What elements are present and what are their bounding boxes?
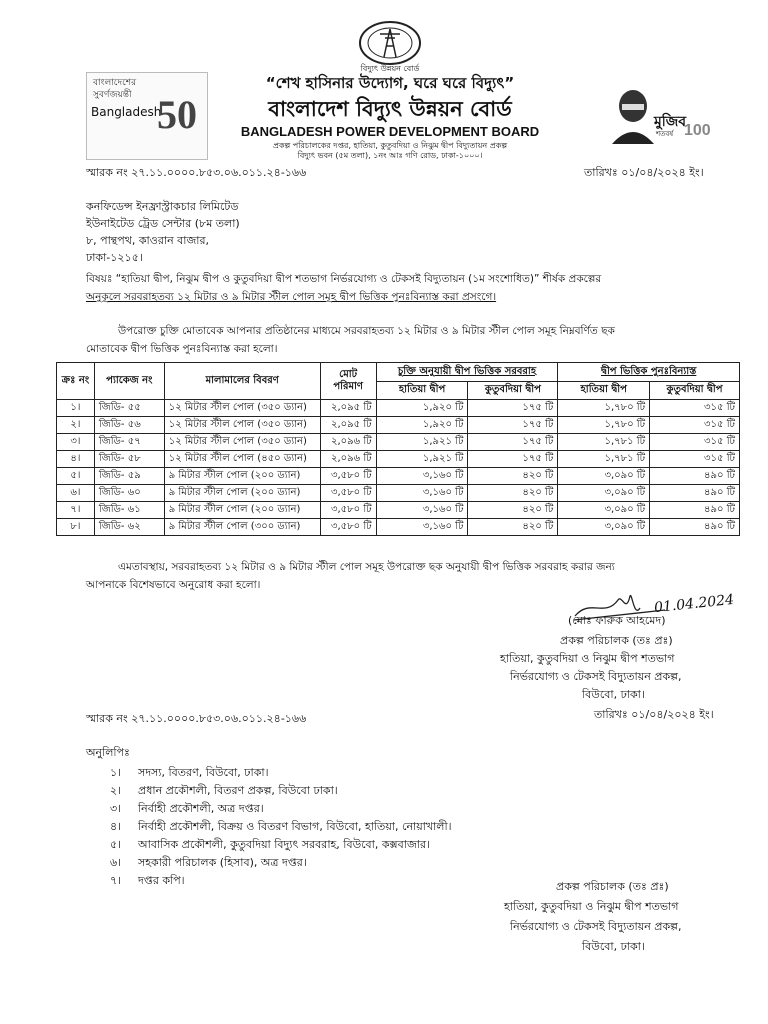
table-row — [57, 468, 740, 485]
cell-package: জিডি- ৫৭ — [94, 434, 164, 451]
body-para2-line1: এমতাবস্থায়, সরবরাহতব্য ১২ মিটার ও ৯ মিটার স্টীল পোল সমূহ উপরোক্ত ছক অনুযায়ী দ্বীপ ভিত্তিক সরবরাহ করার জন্য — [118, 561, 615, 573]
recipient-line: ঢাকা-১২১৫। — [86, 251, 143, 264]
signature-date: 01.04.2024 — [653, 591, 735, 617]
cell-rearranged-hatiya: ১,৭৮০ টি — [558, 400, 650, 417]
cell-contract-kutubdia: ১৭৫ টি — [468, 434, 558, 451]
cell-description: ৯ মিটার স্টীল পোল (২০০ ড্যান) — [164, 485, 320, 502]
bpdb-emblem-icon — [358, 20, 422, 66]
cell-rearranged-kutubdia: ৪৯০ টি — [650, 502, 740, 519]
jubilee-logo-line2: সুবর্ণজয়ন্তী — [93, 90, 132, 100]
cell-rearranged-hatiya: ৩,০৯০ টি — [558, 519, 650, 536]
cell-serial: ১। — [57, 400, 95, 417]
body-para2-line2: আপনাকে বিশেষভাবে অনুরোধ করা হলো। — [86, 579, 261, 591]
table-row — [57, 417, 740, 434]
header-rearranged-hatiya: হাতিয়া দ্বীপ — [558, 381, 650, 400]
cc-item-number: ৫। — [110, 838, 122, 851]
cell-contract-kutubdia: ৪২০ টি — [468, 468, 558, 485]
header-rearranged-kutubdia: কুতুবদিয়া দ্বীপ — [650, 381, 740, 400]
cell-contract-hatiya: ৩,১৬০ টি — [376, 468, 468, 485]
memo-ref: স্মারক নং ২৭.১১.০০০০.৮৫৩.০৬.০১১.২৪-১৬৬ — [86, 166, 307, 179]
cell-contract-kutubdia: ৪২০ টি — [468, 502, 558, 519]
office-address-2: বিদ্যুৎ ভবন (৫ম তলা), ১নং আঃ গণি রোড, ঢাকা-১০০০। — [297, 151, 483, 160]
cc-item-text: সদস্য, বিতরণ, বিউবো, ঢাকা। — [138, 766, 269, 779]
footer-signatory-title: প্রকল্প পরিচালক (তঃ প্রঃ) — [556, 880, 669, 893]
table-row — [57, 502, 740, 519]
table-row — [57, 400, 740, 417]
cell-contract-hatiya: ৩,১৬০ টি — [376, 485, 468, 502]
header-package: প্যাকেজ নং — [94, 363, 164, 400]
cell-description: ১২ মিটার স্টীল পোল (৪৫০ ড্যান) — [164, 451, 320, 468]
copy-memo-ref: স্মারক নং ২৭.১১.০০০০.৮৫৩.০৬.০১১.২৪-১৬৬ — [86, 712, 307, 725]
signatory-name: (মোঃ ফারুক আহমেদ) — [568, 614, 666, 627]
cell-contract-hatiya: ১,৯২০ টি — [376, 417, 468, 434]
cell-rearranged-kutubdia: ৪৯০ টি — [650, 485, 740, 502]
body-para1-line2: মোতাবেক দ্বীপ ভিত্তিক পুনঃবিন্যাস্ত করা হলো। — [86, 343, 278, 355]
cell-rearranged-kutubdia: ৩১৫ টি — [650, 417, 740, 434]
copy-memo-date: তারিখঃ ০১/০৪/২০২৪ ইং। — [594, 708, 714, 721]
cell-serial: ৬। — [57, 485, 95, 502]
table-row — [57, 451, 740, 468]
cc-item-number: ২। — [110, 784, 122, 797]
cc-item-text: আবাসিক প্রকৌশলী, কুতুবদিয়া বিদ্যুৎ সরবরাহ, বিউবো, কক্সবাজার। — [138, 838, 430, 851]
cell-rearranged-hatiya: ১,৭৮১ টি — [558, 451, 650, 468]
cell-description: ৯ মিটার স্টীল পোল (২০০ ড্যান) — [164, 502, 320, 519]
body-para1-line1: উপরোক্ত চুক্তি মোতাবেক আপনার প্রতিষ্ঠানের মাধ্যমে সরবরাহতব্য ১২ মিটার ও ৯ মিটার স্টীল পোল সমূহ নিম্নবর্ণিত ছক — [118, 325, 615, 337]
cell-contract-hatiya: ৩,১৬০ টি — [376, 519, 468, 536]
recipient-line: ৮, পান্থপথ, কাওরান বাজার, — [86, 234, 210, 247]
header-rearranged-group: দ্বীপ ভিত্তিক পুনঃবিন্যাস্ত — [558, 363, 740, 382]
cell-description: ১২ মিটার স্টীল পোল (৩৫০ ড্যান) — [164, 400, 320, 417]
cell-package: জিডি- ৬১ — [94, 502, 164, 519]
cell-description: ১২ মিটার স্টীল পোল (৩৫০ ড্যান) — [164, 434, 320, 451]
portrait-icon — [608, 84, 658, 144]
header-contract-group: চুক্তি অনুযায়ী দ্বীপ ভিত্তিক সরবরাহ — [376, 363, 558, 382]
cell-contract-kutubdia: ১৭৫ টি — [468, 417, 558, 434]
cell-rearranged-hatiya: ৩,০৯০ টি — [558, 485, 650, 502]
bpdb-emblem — [358, 20, 422, 66]
cell-serial: ৫। — [57, 468, 95, 485]
recipient-block — [86, 198, 240, 266]
cell-rearranged-kutubdia: ৪৯০ টি — [650, 519, 740, 536]
header-serial: ক্রঃ নং — [57, 363, 95, 400]
cell-total: ২,০৯৫ টি — [320, 417, 376, 434]
office-address-1: প্রকল্প পরিচালকের দপ্তর, হাতিয়া, কুতুবদিয়া ও নিঝুম দ্বীপ বিদ্যুতায়ন প্রকল্প — [272, 141, 508, 150]
cell-total: ৩,৫৮০ টি — [320, 485, 376, 502]
cc-item-number: ৭। — [110, 874, 122, 887]
cc-item-text: দপ্তর কপি। — [138, 874, 185, 887]
org-name-en: BANGLADESH POWER DEVELOPMENT BOARD — [240, 124, 540, 139]
cc-item-text: নির্বাহী প্রকৌশলী, অত্র দপ্তর। — [138, 802, 264, 815]
cell-contract-kutubdia: ১৭৫ টি — [468, 400, 558, 417]
cell-package: জিডি- ৫৯ — [94, 468, 164, 485]
cc-item-number: ৬। — [110, 856, 122, 869]
cell-total: ৩,৫৮০ টি — [320, 519, 376, 536]
cell-description: ১২ মিটার স্টীল পোল (৩৫০ ড্যান) — [164, 417, 320, 434]
cell-description: ৯ মিটার স্টীল পোল (৩০০ ড্যান) — [164, 519, 320, 536]
table-row — [57, 434, 740, 451]
jubilee-logo-text: Bangladesh — [91, 105, 162, 119]
cell-rearranged-hatiya: ১,৭৮০ টি — [558, 417, 650, 434]
cc-title: অনুলিপিঃ — [86, 746, 130, 759]
recipient-line: কনফিডেন্স ইনফ্রাস্ট্রাকচার লিমিটেড — [86, 200, 239, 213]
cell-contract-hatiya: ১,৯২০ টি — [376, 400, 468, 417]
subject-line-1: বিষয়ঃ “হাতিয়া দ্বীপ, নিঝুম দ্বীপ ও কুতুবদিয়া দ্বীপ শতভাগ নির্ভরযোগ্য ও টেকসই বিদ্যুতায়ন (১ম সংশোধিত)” শীর্ষক প্রকল্পের — [86, 273, 602, 285]
cell-contract-kutubdia: ১৭৫ টি — [468, 451, 558, 468]
jubilee-logo-line1: বাংলাদেশের — [93, 78, 137, 88]
cell-package: জিডি- ৫৫ — [94, 400, 164, 417]
cell-serial: ২। — [57, 417, 95, 434]
cell-contract-kutubdia: ৪২০ টি — [468, 519, 558, 536]
signatory-line2: নির্ভরযোগ্য ও টেকসই বিদ্যুতায়ন প্রকল্প, — [510, 670, 682, 683]
cell-package: জিডি- ৫৮ — [94, 451, 164, 468]
header-contract-kutubdia: কুতুবদিয়া দ্বীপ — [468, 381, 558, 400]
emblem-caption: বিদ্যুৎ উন্নয়ন বোর্ড — [360, 64, 420, 73]
cc-item-text: প্রধান প্রকৌশলী, বিতরণ প্রকল্প, বিউবো ঢাকা। — [138, 784, 338, 797]
table-row — [57, 519, 740, 536]
org-name-bn: বাংলাদেশ বিদ্যুৎ উন্নয়ন বোর্ড — [268, 97, 512, 121]
cell-contract-hatiya: ১,৯২১ টি — [376, 434, 468, 451]
signatory-line1: হাতিয়া, কুতুবদিয়া ও নিঝুম দ্বীপ শতভাগ — [500, 652, 675, 665]
cell-package: জিডি- ৫৬ — [94, 417, 164, 434]
cell-description: ৯ মিটার স্টীল পোল (২০০ ড্যান) — [164, 468, 320, 485]
cell-contract-hatiya: ৩,১৬০ টি — [376, 502, 468, 519]
cell-contract-hatiya: ১,৯২১ টি — [376, 451, 468, 468]
cell-rearranged-hatiya: ১,৭৮১ টি — [558, 434, 650, 451]
recipient-line: ইউনাইটেড ট্রেড সেন্টার (৮ম তলা) — [86, 217, 240, 230]
mujib-logo-number: 100 — [684, 122, 711, 139]
cell-total: ২,০৯৬ টি — [320, 434, 376, 451]
cc-item-number: ৪। — [110, 820, 122, 833]
footer-signatory-line1: হাতিয়া, কুতুবদিয়া ও নিঝুম দ্বীপ শতভাগ — [504, 900, 679, 913]
cell-serial: ৪। — [57, 451, 95, 468]
header-contract-hatiya: হাতিয়া দ্বীপ — [376, 381, 468, 400]
header-description: মালামালের বিবরণ — [164, 363, 320, 400]
table-row — [57, 485, 740, 502]
cc-item-number: ১। — [110, 766, 122, 779]
cell-contract-kutubdia: ৪২০ টি — [468, 485, 558, 502]
cell-total: ২,০৯৬ টি — [320, 451, 376, 468]
signatory-title: প্রকল্প পরিচালক (তঃ প্রঃ) — [560, 634, 673, 647]
cell-rearranged-kutubdia: ৩১৫ টি — [650, 400, 740, 417]
footer-signatory-line2: নির্ভরযোগ্য ও টেকসই বিদ্যুতায়ন প্রকল্প, — [510, 920, 682, 933]
memo-date: তারিখঃ ০১/০৪/২০২৪ ইং। — [584, 166, 704, 179]
mujib-logo-text: মুজিব — [654, 114, 687, 130]
mujib-100-logo — [604, 84, 716, 144]
cell-serial: ৭। — [57, 502, 95, 519]
footer-signatory-line3: বিউবো, ঢাকা। — [582, 940, 645, 953]
cell-rearranged-hatiya: ৩,০৯০ টি — [558, 468, 650, 485]
slogan: “শেখ হাসিনার উদ্যোগ, ঘরে ঘরে বিদ্যুৎ” — [265, 74, 515, 92]
signatory-line3: বিউবো, ঢাকা। — [582, 688, 645, 701]
cell-total: ৩,৫৮০ টি — [320, 468, 376, 485]
cell-package: জিডি- ৬২ — [94, 519, 164, 536]
cell-rearranged-kutubdia: ৪৯০ টি — [650, 468, 740, 485]
golden-jubilee-logo — [86, 72, 208, 160]
header-total: মোট পরিমাণ — [320, 363, 376, 400]
cell-package: জিডি- ৬০ — [94, 485, 164, 502]
cell-serial: ৩। — [57, 434, 95, 451]
cell-rearranged-kutubdia: ৩১৫ টি — [650, 451, 740, 468]
jubilee-logo-number: 50 — [157, 92, 197, 137]
cell-total: ৩,৫৮০ টি — [320, 502, 376, 519]
mujib-logo-sub: শতবর্ষ — [656, 130, 674, 138]
cc-item-text: নির্বাহী প্রকৌশলী, বিক্রয় ও বিতরণ বিভাগ, বিউবো, হাতিয়া, নোয়াখালী। — [138, 820, 452, 833]
cell-rearranged-hatiya: ৩,০৯০ টি — [558, 502, 650, 519]
subject-line-2: অনুকূলে সরবরাহতব্য ১২ মিটার ও ৯ মিটার স্টীল পোল সমূহ দ্বীপ ভিত্তিক পুনঃবিন্যাস্ত করা প্রসংগে। — [86, 291, 497, 303]
cell-serial: ৮। — [57, 519, 95, 536]
pole-distribution-table — [56, 362, 740, 536]
cell-total: ২,০৯৫ টি — [320, 400, 376, 417]
cell-rearranged-kutubdia: ৩১৫ টি — [650, 434, 740, 451]
cc-item-number: ৩। — [110, 802, 122, 815]
cc-item-text: সহকারী পরিচালক (হিসাব), অত্র দপ্তর। — [138, 856, 307, 869]
